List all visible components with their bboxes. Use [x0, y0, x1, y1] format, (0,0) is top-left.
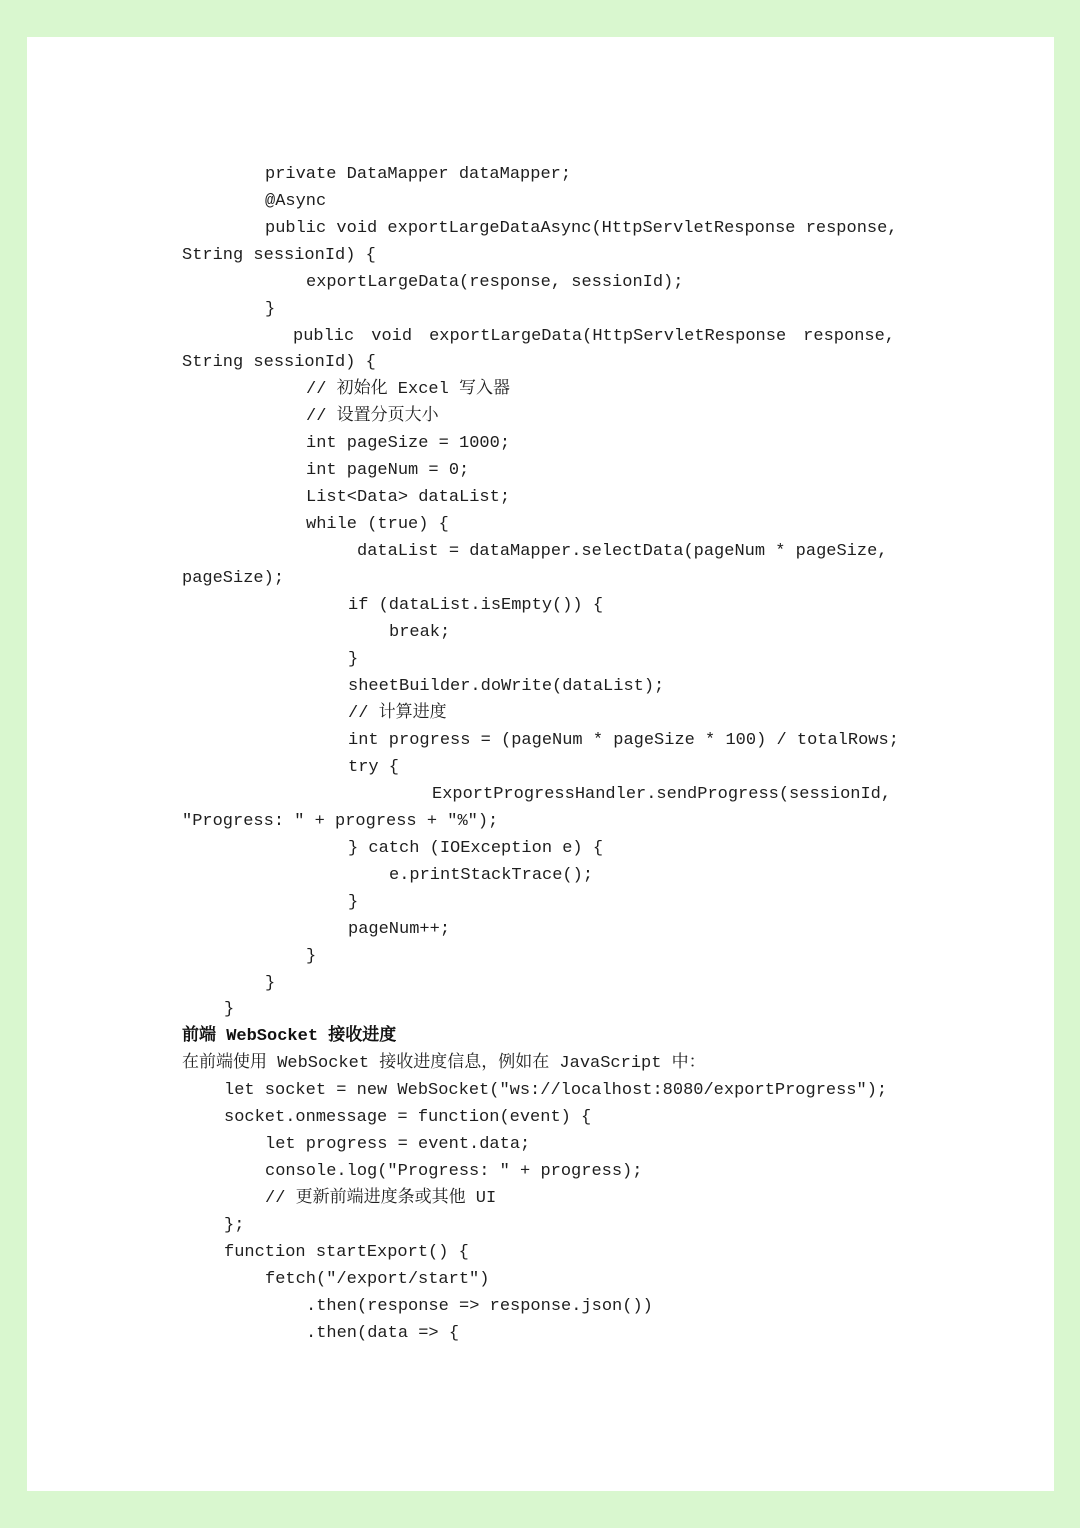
code-line: break;: [389, 623, 451, 642]
code-line: public void exportLargeDataAsync(HttpServletResponse response,: [265, 219, 898, 238]
code-comment: // 初始化 Excel 写入器: [306, 380, 511, 399]
code-line: "Progress: " + progress + "%");: [182, 812, 499, 831]
code-comment: // 设置分页大小: [306, 407, 439, 426]
code-line: e.printStackTrace();: [389, 866, 594, 885]
code-line: console.log("Progress: " + progress);: [265, 1162, 643, 1181]
code-line: String sessionId) {: [182, 353, 376, 372]
code-line: }: [348, 893, 359, 912]
code-line: socket.onmessage = function(event) {: [224, 1108, 592, 1127]
code-line: int pageSize = 1000;: [306, 434, 511, 453]
code-line: try {: [348, 758, 400, 777]
code-line: List<Data> dataList;: [306, 488, 511, 507]
code-line: } catch (IOException e) {: [348, 839, 604, 858]
code-line: private DataMapper dataMapper;: [265, 165, 572, 184]
intro-text: 在前端使用 WebSocket 接收进度信息，例如在 JavaScript 中：: [182, 1054, 706, 1073]
code-line: while (true) {: [306, 515, 449, 534]
code-line: ExportProgressHandler.sendProgress(sessionId,: [432, 785, 892, 804]
code-line: .then(data => {: [306, 1324, 460, 1343]
code-line: @Async: [265, 192, 327, 211]
code-line: if (dataList.isEmpty()) {: [348, 596, 604, 615]
code-line: let progress = event.data;: [265, 1135, 531, 1154]
code-line: .then(response => response.json()): [306, 1297, 653, 1316]
code-line: }: [224, 1000, 235, 1019]
code-comment: // 更新前端进度条或其他 UI: [265, 1189, 497, 1208]
code-line: }: [306, 947, 317, 966]
code-line: int progress = (pageNum * pageSize * 100) / totalRows;: [348, 731, 899, 750]
code-line: function startExport() {: [224, 1243, 469, 1262]
code-line: exportLargeData(response, sessionId);: [306, 273, 684, 292]
code-line: };: [224, 1216, 245, 1235]
code-line: String sessionId) {: [182, 246, 376, 265]
code-line: }: [265, 300, 276, 319]
code-line: public void exportLargeData(HttpServletResponse response,: [293, 327, 895, 346]
code-line: int pageNum = 0;: [306, 461, 470, 480]
code-line: fetch("/export/start"): [265, 1270, 490, 1289]
code-line: }: [265, 974, 276, 993]
code-line: dataList = dataMapper.selectData(pageNum * pageSize,: [357, 542, 888, 561]
code-comment: // 计算进度: [348, 704, 447, 723]
code-line: pageNum++;: [348, 920, 451, 939]
code-line: pageSize);: [182, 569, 285, 588]
code-line: }: [348, 650, 359, 669]
section-heading: 前端 WebSocket 接收进度: [182, 1027, 397, 1046]
code-line: sheetBuilder.doWrite(dataList);: [348, 677, 665, 696]
code-line: let socket = new WebSocket("ws://localhost:8080/exportProgress");: [224, 1081, 888, 1100]
